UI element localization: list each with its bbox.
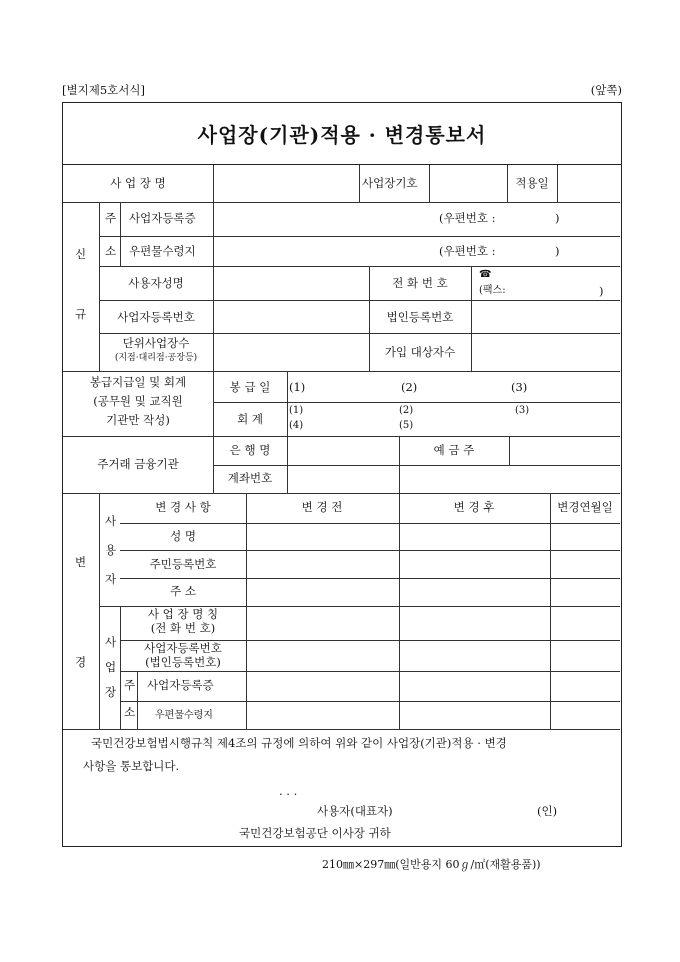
accounting-opt-5: (5) [399,420,414,431]
notice-addressee: 국민건강보험공단 이사장 귀하 [239,826,391,840]
page-side: (앞쪽) [590,83,622,97]
employer-char-3: 자 [105,572,117,586]
new-label-gyu: 규 [75,307,87,321]
payroll-label-3: 기관만 작성) [106,413,170,427]
notice-signer: 사용자(대표자) [317,804,393,818]
corp-reg-no-label: 법인등록번호 [386,310,454,324]
accounting-opt-4: (4) [289,420,304,431]
phone-label: 전 화 번 호 [392,276,448,290]
accounting-opt-3: (3) [515,405,530,416]
account-label: 계좌번호 [227,471,273,485]
new-label-sin: 신 [75,247,87,261]
change-rrn-label: 주민등록번호 [149,557,217,571]
wp-name-label-2: (전 화 번 호) [150,621,216,635]
employer-char-2: 용 [105,543,117,557]
change-addr-ju: 주 [124,678,136,692]
fax-text: (팩스: [479,285,506,296]
workplace-code-label: 사업장기호 [362,176,418,190]
employer-char-1: 사 [105,514,117,528]
apply-date-label: 적용일 [515,176,549,190]
notice-date: . . . [279,784,298,798]
phone-icon: ☎ [479,269,492,280]
change-name-label: 성 명 [170,529,196,543]
notice-line-1: 국민건강보험법시행규칙 제4조의 규정에 의하여 위와 같이 사업장(기관)적용 · 변경 [91,736,507,750]
unit-count-sub: (지점·대리점·공장등) [114,353,198,363]
change-date-header: 변경연월일 [557,500,613,514]
biz-reg-label-1: 사업자등록번호 [144,641,222,655]
workplace-name-label: 사 업 장 명 [110,176,166,190]
change-addr-so: 소 [124,705,136,719]
employer-name-label: 사용자성명 [128,276,184,290]
change-biz-cert-label: 사업자등록증 [147,678,214,692]
notice-seal: (인) [537,804,558,818]
workplace-char-3: 장 [105,685,117,699]
payday-opt-2: (2) [401,380,418,394]
payday-opt-1: (1) [289,380,306,394]
change-label-gyeong: 경 [75,655,87,669]
biz-reg-label-2: (법인등록번호) [145,655,221,669]
workplace-char-2: 업 [105,660,117,674]
change-before-header: 변 경 전 [301,500,343,514]
form-title: 사업장(기관)적용 · 변경통보서 [63,103,621,165]
wp-name-label-1: 사 업 장 명 칭 [147,607,219,621]
accounting-opt-1: (1) [289,405,304,416]
change-address-label: 주 소 [170,584,196,598]
accounting-label: 회 계 [237,412,263,426]
postal-close-1: ) [555,211,560,225]
change-label-byeon: 변 [75,555,87,569]
change-after-header: 변 경 후 [453,500,495,514]
form-frame [62,102,622,847]
payroll-label-1: 봉급지급일 및 회계 [89,375,187,389]
change-item-header: 변 경 사 항 [155,500,211,514]
form-number: [별지제5호서식] [62,83,145,97]
workplace-char-1: 사 [105,635,117,649]
postal-close-2: ) [555,244,560,258]
bank-label: 주거래 금융기관 [97,457,179,471]
address-label-ju: 주 [105,211,117,225]
unit-count-label: 단위사업장수 [122,336,190,350]
change-postal-label: 우편물수령지 [155,710,213,721]
postal-code-text-2: (우편번호 : [439,244,496,258]
biz-reg-no-label: 사업자등록번호 [117,310,195,324]
postal-place-label: 우편물수령지 [129,244,196,258]
paper-spec: 210㎜×297㎜(일반용지 60ℊ/㎡(재활용품)) [322,858,541,871]
biz-cert-label: 사업자등록증 [129,211,196,225]
fax-close: ) [599,284,604,298]
payroll-label-2: (공무원 및 교직원 [93,394,183,408]
payday-label: 봉 급 일 [229,380,271,394]
depositor-label: 예 금 주 [433,443,475,457]
payday-opt-3: (3) [511,380,528,394]
enroll-target-label: 가입 대상자수 [384,345,456,359]
bank-name-label: 은 행 명 [229,443,271,457]
address-label-so: 소 [105,244,117,258]
accounting-opt-2: (2) [399,405,414,416]
postal-code-text-1: (우편번호 : [439,211,496,225]
notice-line-2: 사항을 통보합니다. [83,759,180,773]
